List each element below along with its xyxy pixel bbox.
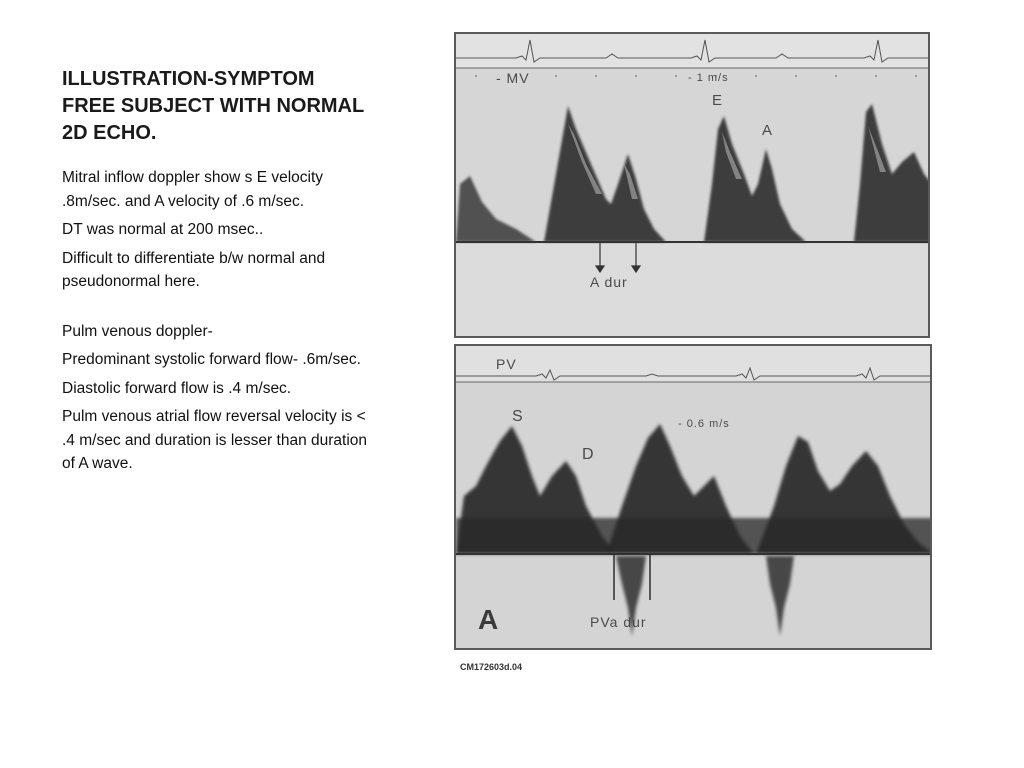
- title-line-3: 2D ECHO.: [62, 122, 157, 144]
- title-line-1: ILLUSTRATION-SYMPTOM: [62, 68, 315, 90]
- figure-caption: CM172603d.04: [460, 662, 523, 672]
- paragraph-systolic-flow: Predominant systolic forward flow- .6m/sec.: [62, 351, 361, 368]
- slide-title: [62, 66, 392, 147]
- d-wave-label: D: [582, 446, 595, 463]
- a-dur-label: A dur: [590, 274, 628, 290]
- mv-scale-label: - 1 m/s: [688, 72, 729, 84]
- slide-body: [62, 166, 380, 481]
- paragraph-atrial-reversal: Pulm venous atrial flow reversal velocity is < .4 m/sec and duration is lesser than duration of A wave.: [62, 408, 368, 472]
- a-wave-label: A: [762, 122, 774, 139]
- mitral-doppler-image: [454, 32, 930, 338]
- paragraph-dt: DT was normal at 200 msec..: [62, 221, 264, 238]
- mv-label: - MV: [496, 70, 530, 86]
- paragraph-pulm-venous-heading: Pulm venous doppler-: [62, 322, 213, 340]
- pva-dur-label: PVa dur: [590, 614, 647, 630]
- paragraph-mitral-inflow: Mitral inflow doppler show s E velocity .8m/sec. and A velocity of .6 m/sec.: [62, 169, 324, 210]
- pv-scale-label: - 0.6 m/s: [678, 418, 730, 430]
- pulmonary-venous-doppler-image: [454, 344, 932, 650]
- paragraph-difficult: Difficult to differentiate b/w normal and pseudonormal here.: [62, 249, 326, 290]
- pulmonary-venous-doppler-trace: [456, 346, 932, 650]
- title-line-2: FREE SUBJECT WITH NORMAL: [62, 95, 365, 117]
- e-wave-label: E: [712, 92, 724, 109]
- s-wave-label: S: [512, 408, 524, 425]
- pv-label: PV: [496, 356, 517, 372]
- panel-letter: A: [478, 604, 500, 635]
- paragraph-diastolic-flow: Diastolic forward flow is .4 m/sec.: [62, 379, 292, 397]
